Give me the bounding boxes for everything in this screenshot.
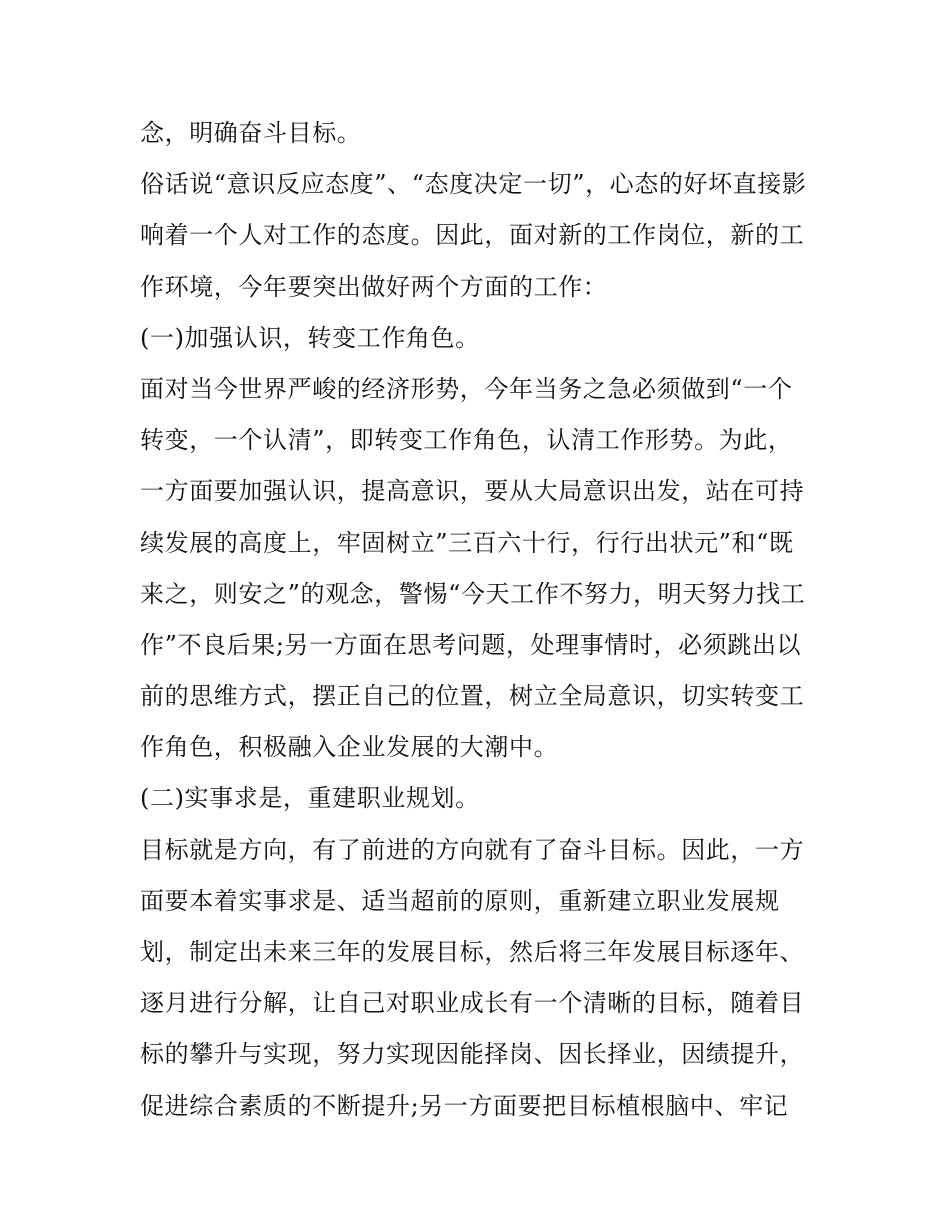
section-heading-2: (二)实事求是，重建职业规划。 <box>140 784 480 813</box>
text-line: 一方面要加强认识，提高意识，要从大局意识出发，站在可持 <box>140 477 805 506</box>
text-line: 作角色，积极融入企业发展的大潮中。 <box>140 733 559 762</box>
text-line: 标的攀升与实现，努力实现因能择岗、因长择业，因绩提升， <box>140 1040 805 1069</box>
text-line: 念，明确奋斗目标。 <box>140 119 362 147</box>
text-line: 俗话说“意识反应态度”、“态度决定一切”，心态的好坏直接影 <box>140 170 807 199</box>
text-line: 划，制定出未来三年的发展目标，然后将三年发展目标逐年、 <box>140 938 805 966</box>
document-body <box>140 108 830 1132</box>
text-line: 面对当今世界严峻的经济形势，今年当务之急必须做到“一个 <box>140 374 793 403</box>
text-line: 续发展的高度上，牢固树立”三百六十行，行行出状元”和“既 <box>140 528 794 557</box>
text-line: 响着一个人对工作的态度。因此，面对新的工作岗位，新的工 <box>140 221 805 250</box>
text-line: 促进综合素质的不断提升;另一方面要把目标植根脑中、牢记 <box>140 1091 789 1120</box>
section-heading-1: (一)加强认识，转变工作角色。 <box>140 323 480 352</box>
text-line: 逐月进行分解，让自己对职业成长有一个清晰的目标，随着目 <box>140 989 805 1018</box>
text-line: 作环境，今年要突出做好两个方面的工作： <box>140 272 608 301</box>
text-line: 目标就是方向，有了前进的方向就有了奋斗目标。因此，一方 <box>140 835 805 864</box>
text-line: 来之，则安之”的观念，警惕“今天工作不努力，明天努力找工 <box>140 579 806 608</box>
text-line: 转变，一个认清”，即转变工作角色，认清工作形势。为此， <box>140 426 793 455</box>
text-line: 面要本着实事求是、适当超前的原则，重新建立职业发展规 <box>140 886 780 915</box>
text-line: 前的思维方式，摆正自己的位置，树立全局意识，切实转变工 <box>140 682 805 711</box>
text-line: 作”不良后果;另一方面在思考问题，处理事情时，必须跳出以 <box>140 630 802 659</box>
